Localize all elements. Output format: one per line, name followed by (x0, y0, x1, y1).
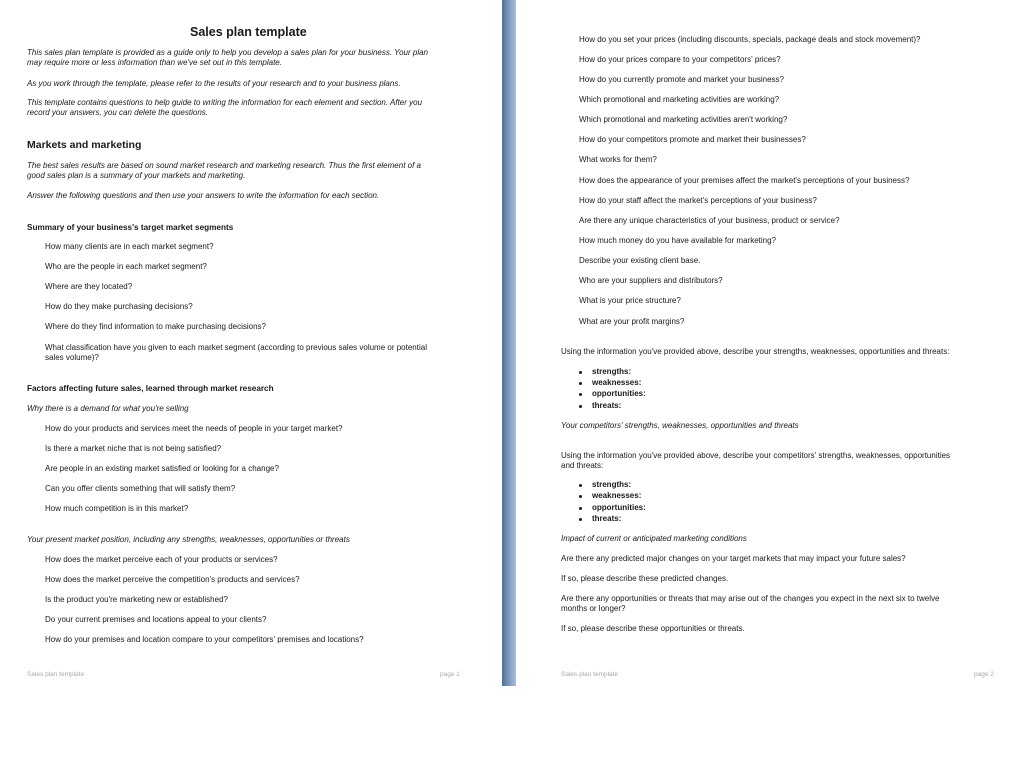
impact-line: Are there any opportunities or threats that may arise out of the changes you expect in the next six to twelve (561, 594, 940, 603)
subheading-factors: Factors affecting future sales, learned through market research (27, 384, 274, 393)
question-item: How do your competitors promote and market their businesses? (579, 135, 806, 144)
bullet-icon (579, 484, 582, 487)
question-item: Where do they find information to make purchasing decisions? (45, 322, 267, 331)
competitors-intro-line: Using the information you've provided above, describe your competitors' strengths, weaknesses, opportunities (561, 451, 951, 460)
question-item: Do your current premises and locations appeal to your clients? (45, 615, 267, 624)
question-item: sales volume)? (45, 353, 99, 362)
impact-line: If so, please describe these predicted changes. (561, 574, 729, 583)
intro-line: may require more or less information than we've set out in this template. (27, 58, 282, 67)
question-item: Which promotional and marketing activities are working? (579, 95, 780, 104)
intro-line: record your answers, you can delete the questions. (27, 108, 208, 117)
intro-line: This sales plan template is provided as a guide only to help you develop a sales plan for your business. Your plan (27, 48, 428, 57)
question-item: What are your profit margins? (579, 317, 685, 326)
swot-item: weaknesses: (592, 378, 642, 387)
section-heading-markets: Markets and marketing (27, 139, 142, 151)
markets-intro-line: good sales plan is a summary of your markets and marketing. (27, 171, 246, 180)
impact-line: months or longer? (561, 604, 626, 613)
bullet-icon (579, 371, 582, 374)
question-item: How do your premises and location compare to your competitors' premises and locations? (45, 635, 364, 644)
question-item: Where are they located? (45, 282, 133, 291)
swot-item: strengths: (592, 367, 632, 376)
question-item: Describe your existing client base. (579, 256, 701, 265)
bullet-icon (579, 518, 582, 521)
bullet-icon (579, 507, 582, 510)
question-item: How does the market perceive the competition's products and services? (45, 575, 300, 584)
bullet-icon (579, 393, 582, 396)
competitor-swot-item: opportunities: (592, 503, 646, 512)
question-item: Are there any unique characteristics of your business, product or service? (579, 216, 840, 225)
question-item: How does the market perceive each of your products or services? (45, 555, 278, 564)
question-item: Which promotional and marketing activities aren't working? (579, 115, 788, 124)
question-item: How many clients are in each market segment? (45, 242, 214, 251)
question-item: How much money do you have available for marketing? (579, 236, 776, 245)
question-item: How do your prices compare to your competitors' prices? (579, 55, 781, 64)
question-item: How much competition is in this market? (45, 504, 189, 513)
footer-left: Sales plan template (27, 671, 85, 678)
competitor-swot-item: threats: (592, 514, 622, 523)
document-page-2 (516, 0, 1024, 686)
impact-line: Are there any predicted major changes on your target markets that may impact your future sales? (561, 554, 906, 563)
competitor-swot-item: strengths: (592, 480, 632, 489)
question-item: How do you currently promote and market your business? (579, 75, 784, 84)
question-item: How do they make purchasing decisions? (45, 302, 193, 311)
footer-left: Sales plan template (561, 671, 619, 678)
subheading-position: Your present market position, including any strengths, weaknesses, opportunities or threats (27, 535, 350, 544)
subheading-demand: Why there is a demand for what you're selling (27, 404, 189, 413)
subheading-competitors: Your competitors' strengths, weaknesses, opportunities and threats (561, 421, 799, 430)
intro-line: As you work through the template, please refer to the results of your research and to your business plans. (27, 79, 401, 88)
question-item: How do you set your prices (including discounts, specials, package deals and stock movement)? (579, 35, 921, 44)
swot-item: threats: (592, 401, 622, 410)
footer-page-number: page 2 (974, 671, 994, 678)
question-item: What is your price structure? (579, 296, 681, 305)
question-item: Can you offer clients something that will satisfy them? (45, 484, 236, 493)
bullet-icon (579, 405, 582, 408)
swot-intro: Using the information you've provided above, describe your strengths, weaknesses, opportunities and threats: (561, 347, 950, 356)
question-item: Is there a market niche that is not being satisfied? (45, 444, 222, 453)
footer-page-number: page 1 (440, 671, 460, 678)
markets-intro-line: Answer the following questions and then use your answers to write the information for each section. (27, 191, 380, 200)
subheading-impact: Impact of current or anticipated marketing conditions (561, 534, 747, 543)
bullet-icon (579, 382, 582, 385)
bullet-icon (579, 495, 582, 498)
markets-intro-line: The best sales results are based on sound market research and marketing research. Thus the first element of a (27, 161, 421, 170)
competitors-intro-line: and threats: (561, 461, 604, 470)
question-item: How do your staff affect the market's perceptions of your business? (579, 196, 817, 205)
impact-line: If so, please describe these opportunities or threats. (561, 624, 745, 633)
swot-item: opportunities: (592, 389, 646, 398)
question-item: How does the appearance of your premises affect the market's perceptions of your business? (579, 176, 910, 185)
document-page-1 (0, 0, 502, 686)
question-item: What classification have you given to each market segment (according to previous sales volume or potential (45, 343, 427, 352)
competitor-swot-item: weaknesses: (592, 491, 642, 500)
question-item: Who are your suppliers and distributors? (579, 276, 723, 285)
question-item: Is the product you're marketing new or established? (45, 595, 228, 604)
intro-line: This template contains questions to help guide to writing the information for each element and section. After you (27, 98, 423, 107)
question-item: How do your products and services meet the needs of people in your target market? (45, 424, 343, 433)
subheading-summary: Summary of your business's target market segments (27, 223, 234, 232)
page-divider (502, 0, 516, 686)
page-title: Sales plan template (190, 25, 307, 39)
question-item: What works for them? (579, 155, 657, 164)
question-item: Who are the people in each market segment? (45, 262, 207, 271)
question-item: Are people in an existing market satisfied or looking for a change? (45, 464, 279, 473)
